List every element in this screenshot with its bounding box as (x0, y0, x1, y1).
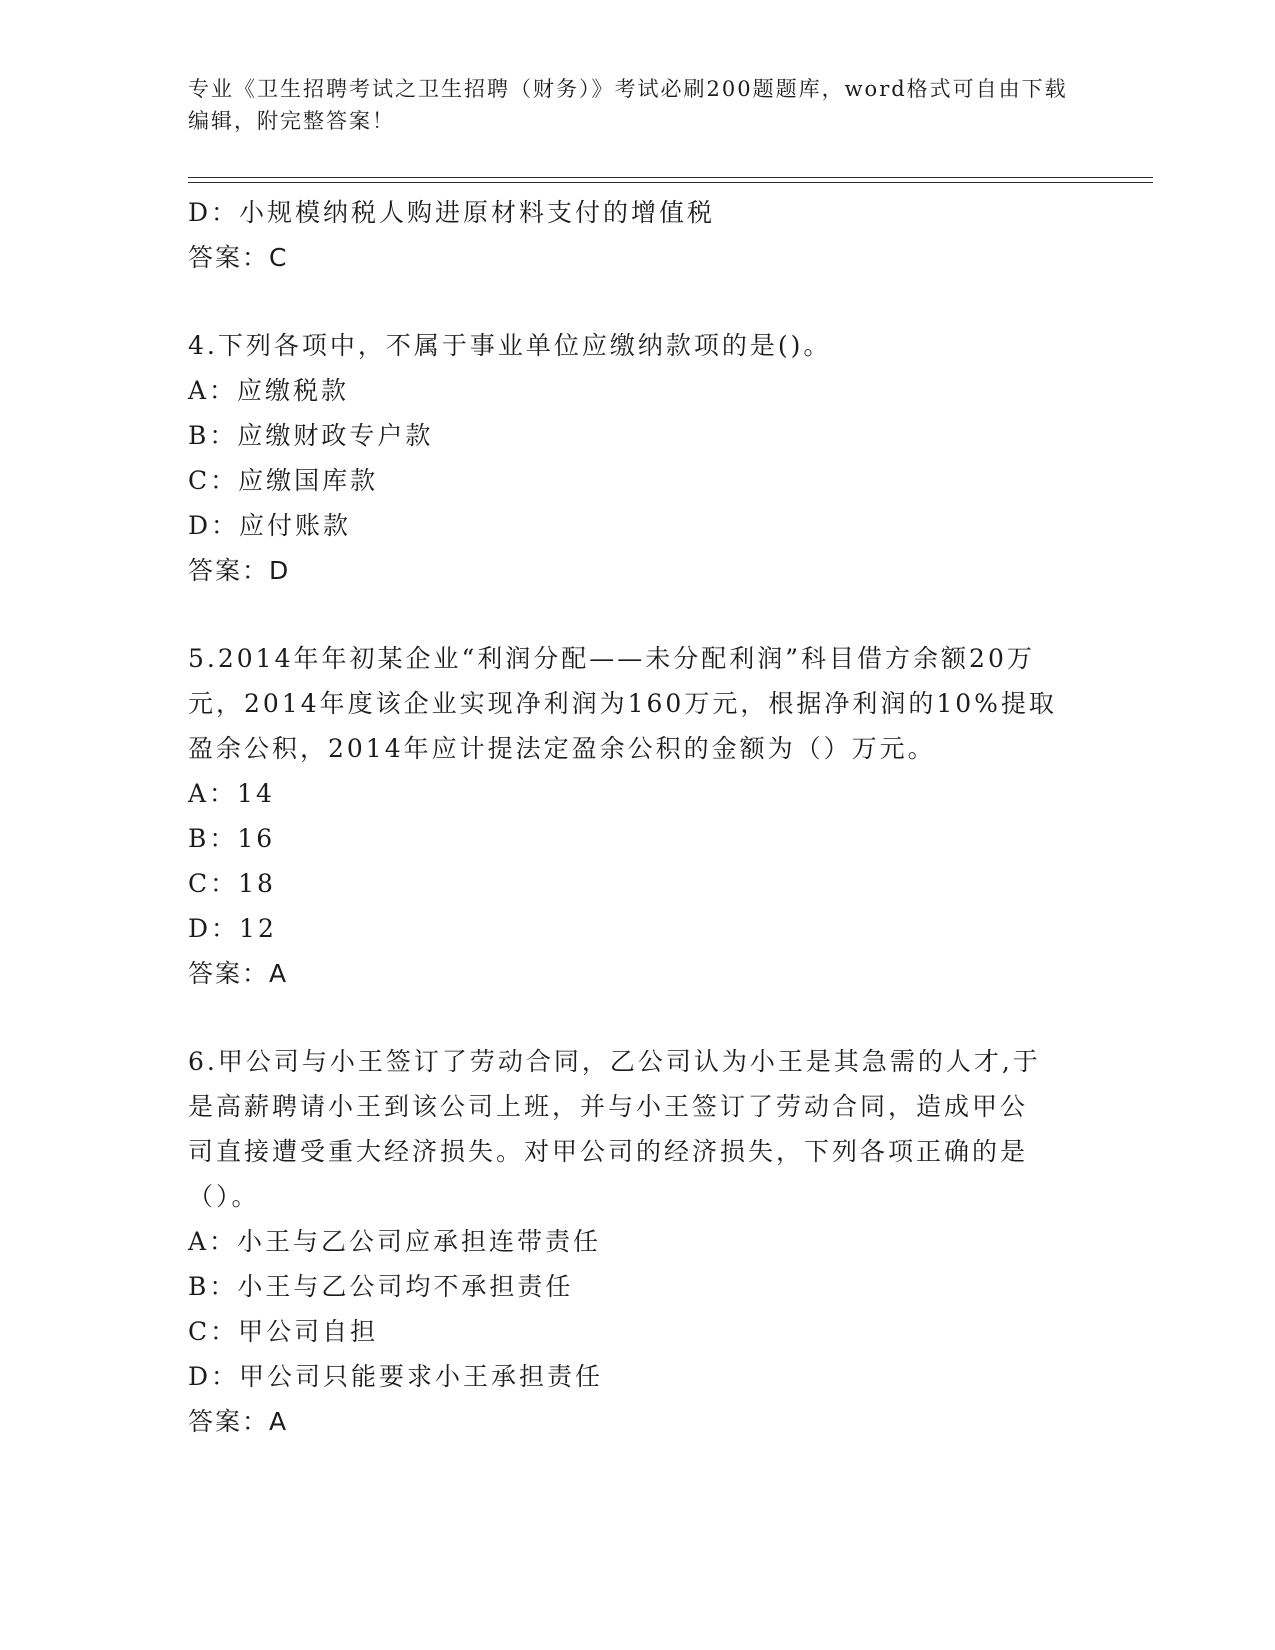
option-b: B：小王与乙公司均不承担责任 (188, 1272, 574, 1301)
answer: 答案：A (188, 959, 289, 988)
answer: 答案：A (188, 1407, 289, 1436)
question-6 (188, 1039, 1088, 1444)
question-stem-line: 司直接遭受重大经济损失。对甲公司的经济损失，下列各项正确的是 (188, 1137, 1029, 1166)
option-d: D：12 (188, 914, 277, 943)
option-a: A：小王与乙公司应承担连带责任 (188, 1227, 602, 1256)
answer: 答案：D (188, 556, 291, 585)
option-b: B：16 (188, 824, 276, 853)
question-4 (188, 323, 1088, 593)
question-stem-line: 5.2014年年初某企业“利润分配——未分配利润”科目借方余额20万 (188, 644, 1035, 673)
question-stem-line: 6.甲公司与小王签订了劳动合同，乙公司认为小王是其急需的人才,于 (188, 1047, 1041, 1076)
option-a: A：14 (188, 779, 275, 808)
header-rule-top (188, 177, 1153, 178)
option-d: D：小规模纳税人购进原材料支付的增值税 (188, 198, 716, 227)
option-c: C：应缴国库款 (188, 466, 379, 495)
spacer (188, 280, 1088, 323)
option-a: A：应缴税款 (188, 376, 350, 405)
question-stem-line: 是高薪聘请小王到该公司上班，并与小王签订了劳动合同，造成甲公 (188, 1092, 1029, 1121)
option-c: C：18 (188, 869, 276, 898)
answer: 答案：C (188, 243, 289, 272)
question-stem-line: （）。 (188, 1182, 260, 1211)
option-d: D：应付账款 (188, 511, 352, 540)
option-d: D：甲公司只能要求小王承担责任 (188, 1362, 604, 1391)
question-5 (188, 636, 1088, 996)
option-c: C：甲公司自担 (188, 1317, 379, 1346)
document-body (188, 190, 1088, 1444)
spacer (188, 996, 1088, 1039)
question-stem-line: 元，2014年度该企业实现净利润为160万元，根据净利润的10%提取 (188, 689, 1057, 718)
document-header: 专业《卫生招聘考试之卫生招聘（财务）》考试必刷200题题库，word格式可自由下载编辑，附完整答案！ (188, 77, 1068, 133)
question-stem-line: 盈余公积，2014年应计提法定盈余公积的金额为（）万元。 (188, 734, 936, 763)
question-stem: 4.下列各项中，不属于事业单位应缴纳款项的是()。 (188, 331, 832, 360)
option-b: B：应缴财政专户款 (188, 421, 434, 450)
spacer (188, 593, 1088, 636)
header-rule-bottom (188, 182, 1153, 183)
question-3-fragment (188, 190, 1088, 280)
